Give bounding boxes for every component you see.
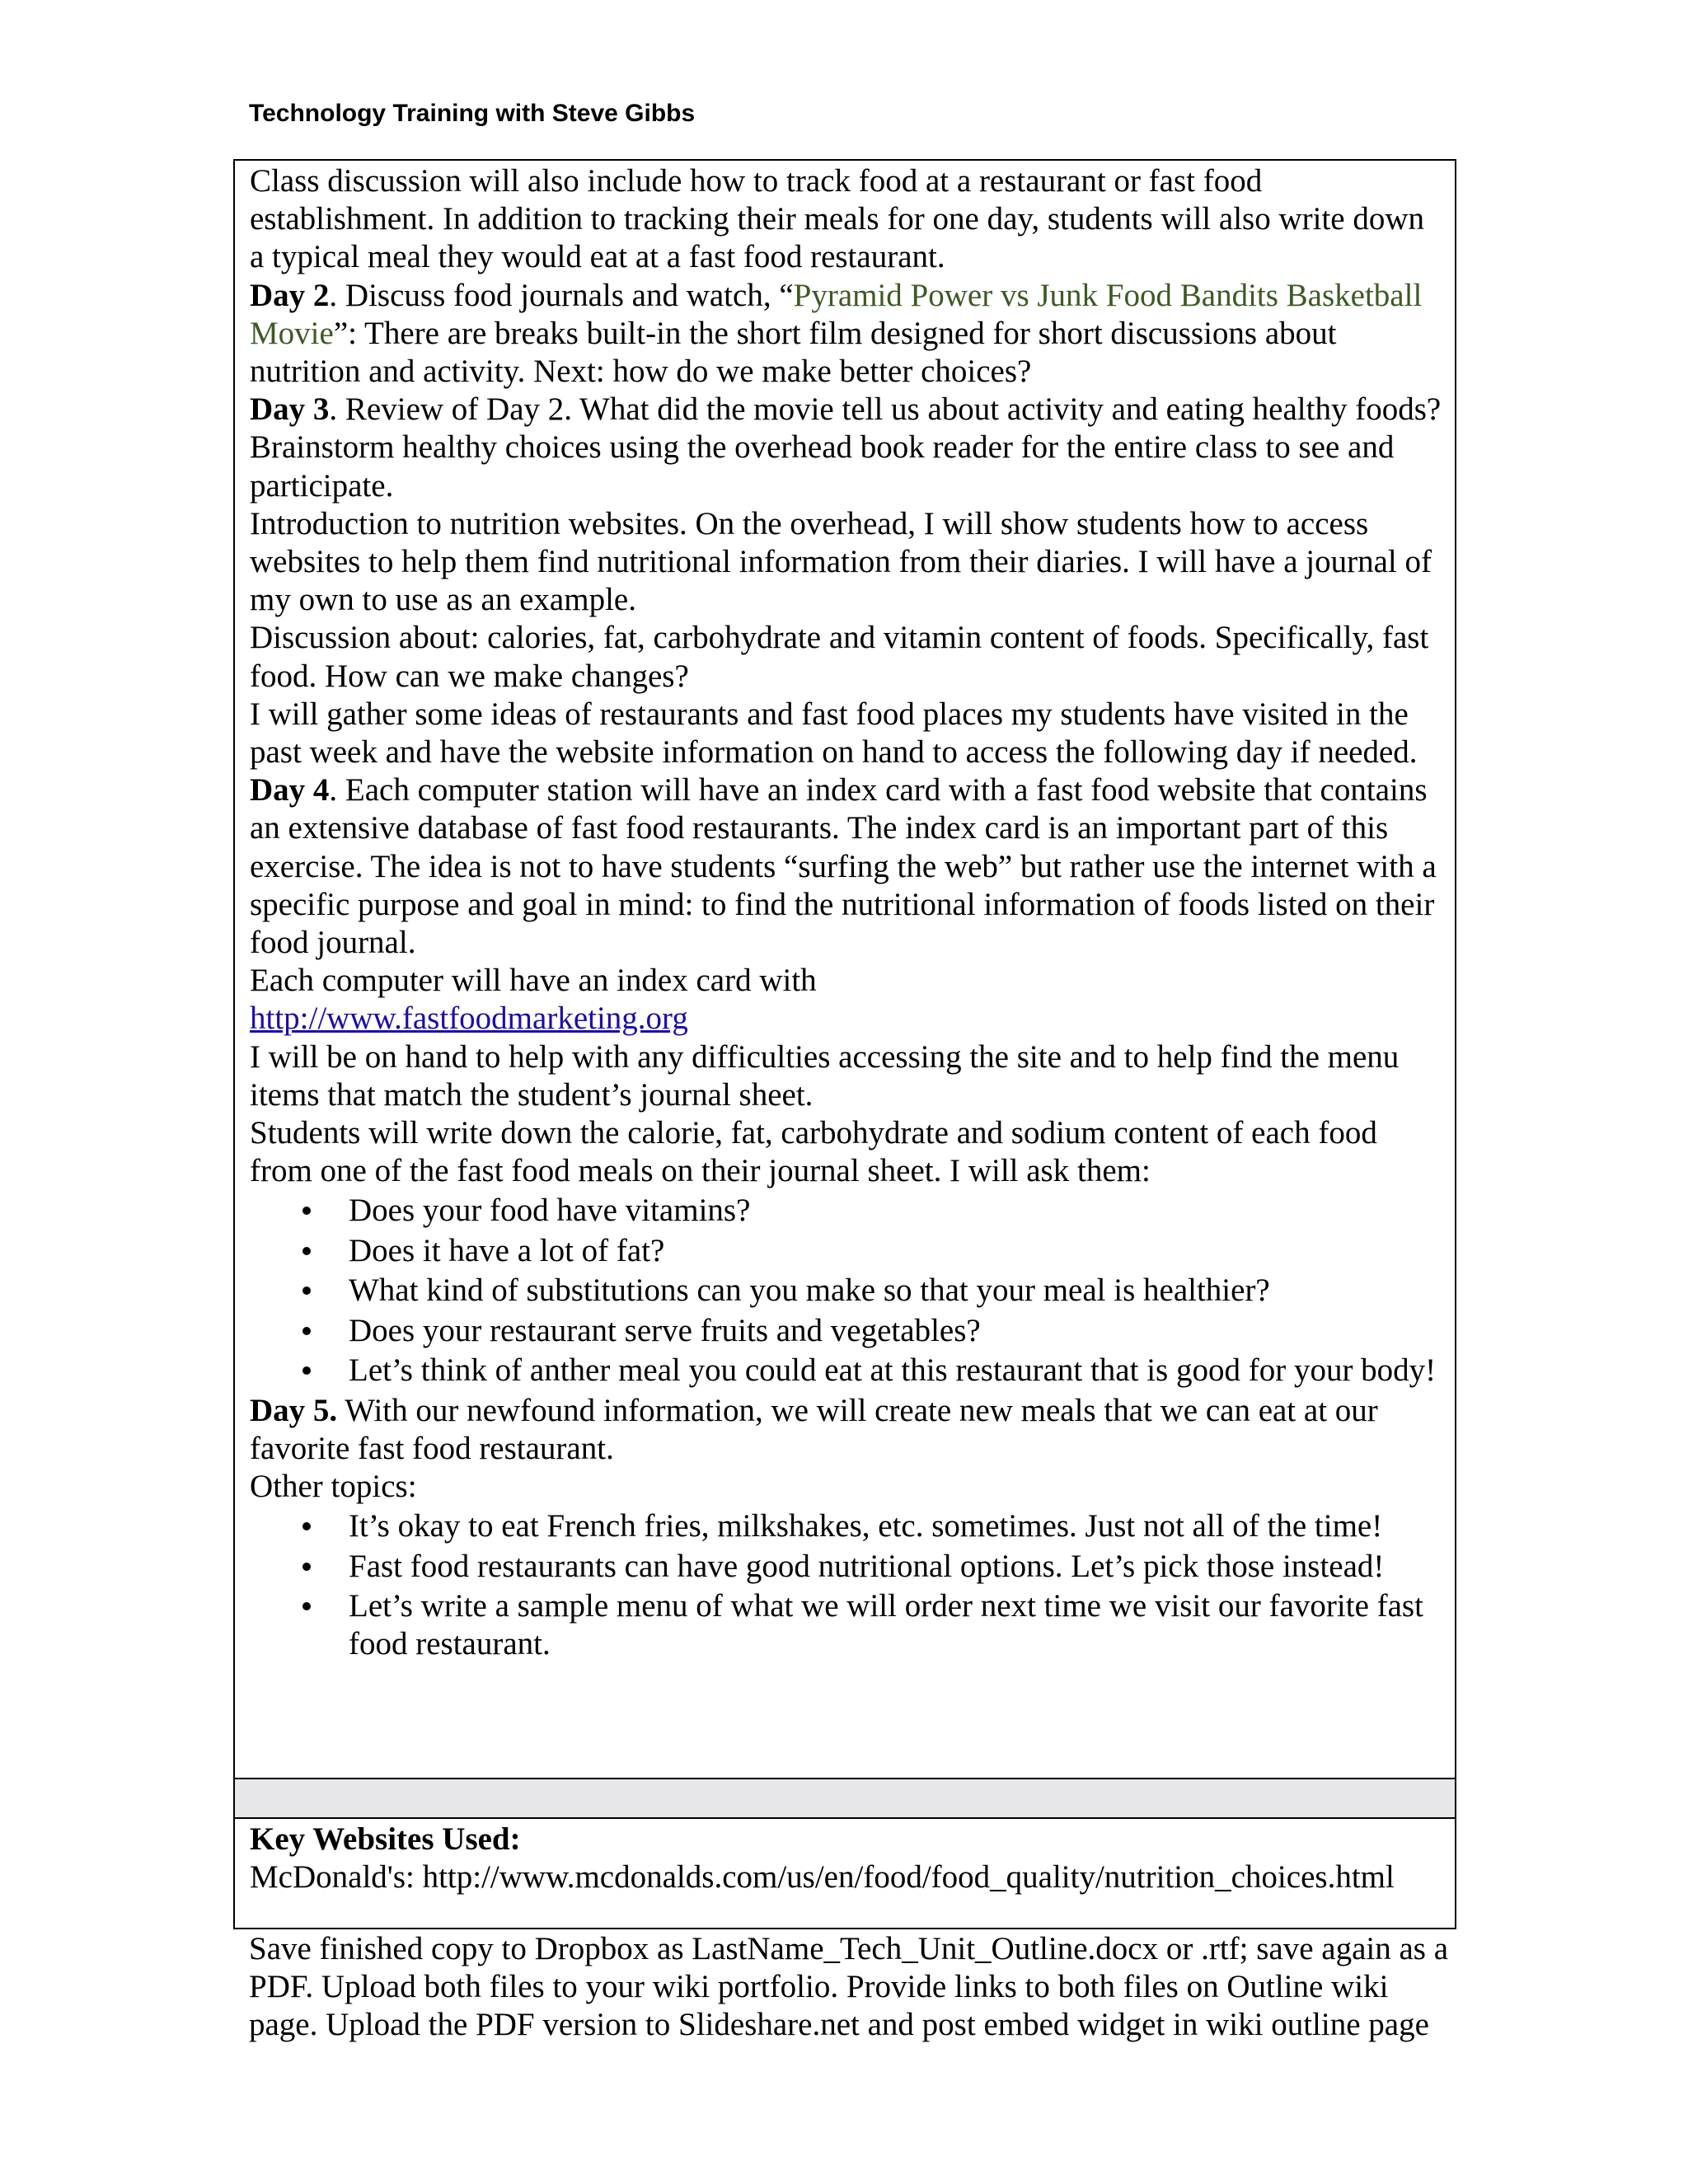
intro-websites-paragraph: Introduction to nutrition websites. On the overhead, I will show students how to access websites to help them find nutritional information from their diaries. I will have a journal of my own to use as an example. (250, 505, 1432, 618)
gather-paragraph: I will gather some ideas of restaurants and fast food places my students have visited in the past week and have the website information on hand to access the following day if needed. (250, 696, 1418, 771)
list-item: What kind of substitutions can you make so that your meal is healthier? (250, 1272, 1442, 1310)
day5-paragraph: Day 5. With our newfound information, we will create new meals that we can eat at our favorite fast food restaurant. (250, 1392, 1378, 1466)
list-item: Fast food restaurants can have good nutritional options. Let’s pick those instead! (250, 1548, 1442, 1586)
index-card-paragraph: Each computer will have an index card with (250, 963, 817, 999)
discussion-paragraph: Discussion about: calories, fat, carbohydrate and vitamin content of foods. Specifically, fast food. How can we make changes? (250, 620, 1429, 694)
list-item: Does it have a lot of fat? (250, 1232, 1442, 1270)
list-item: Let’s think of anther meal you could eat at this restaurant that is good for your body! (250, 1352, 1442, 1390)
day4-paragraph: Day 4. Each computer station will have an index card with a fast food website that contains an extensive database of fast food restaurants. The index card is an important part of this exercise. The idea is not to have students “surfing the web” but rather use the internet with a specific purpose and goal in mind: to find the nutritional information of foods listed on their food journal. (250, 772, 1437, 961)
save-instructions: Save finished copy to Dropbox as LastName_Tech_Unit_Outline.docx or .rtf; save again as a PDF. Upload both files to your wiki portfolio. Provide links to both files on Outline wiki page. Upload the PDF version to Slideshare.net and post embed widget in wiki outline page (249, 1931, 1449, 2043)
mcdonalds-url: McDonald's: http://www.mcdonalds.com/us/en/food/food_quality/nutrition_choices.html (250, 1859, 1395, 1896)
day4-label: Day 4 (250, 772, 330, 808)
other-topics-label: Other topics: (250, 1468, 417, 1504)
page-header-title: Technology Training with Steve Gibbs (249, 100, 696, 127)
lesson-content-box (233, 159, 1456, 1779)
students-write-paragraph: Students will write down the calorie, fat, carbohydrate and sodium content of each food from one of the fast food meals on their journal sheet. I will ask them: (250, 1115, 1377, 1189)
day3-paragraph: Day 3. Review of Day 2. What did the movie tell us about activity and eating healthy foods? Brainstorm healthy choices using the overhead book reader for the entire class to see and participate. (250, 391, 1442, 504)
day2-label: Day 2 (250, 277, 330, 313)
list-item: Let’s write a sample menu of what we will order next time we visit our favorite fast food restaurant. (250, 1587, 1442, 1664)
movie-title: Pyramid Power vs Junk Food Bandits Basketball Movie (250, 277, 1423, 351)
other-topics-list (250, 1507, 1442, 1664)
day3-label: Day 3 (250, 391, 330, 428)
gray-divider-row (233, 1778, 1456, 1819)
index-link-line (250, 1000, 1442, 1038)
key-websites-heading: Key Websites Used: (250, 1821, 521, 1857)
help-paragraph: I will be on hand to help with any difficulties accessing the site and to help find the menu items that match the student’s journal sheet. (250, 1038, 1400, 1113)
fastfoodmarketing-link[interactable]: http://www.fastfoodmarketing.org (250, 1001, 688, 1037)
list-item: Does your food have vitamins? (250, 1192, 1442, 1230)
list-item: It’s okay to eat French fries, milkshakes, etc. sometimes. Just not all of the time! (250, 1507, 1442, 1545)
intro-paragraph: Class discussion will also include how to track food at a restaurant or fast food establishment. In addition to tracking their meals for one day, students will also write down a typical meal they would eat at a fast food restaurant. (250, 163, 1425, 275)
list-item: Does your restaurant serve fruits and vegetables? (250, 1312, 1442, 1350)
day5-label: Day 5. (250, 1392, 338, 1428)
day2-paragraph: Day 2. Discuss food journals and watch, “Pyramid Power vs Junk Food Bandits Basketball Movie”: There are breaks built-in the short film designed for short discussions about nutrition and activity. Next: how do we make better choices? (250, 277, 1423, 390)
key-websites-box (233, 1817, 1456, 1929)
questions-list (250, 1192, 1442, 1390)
